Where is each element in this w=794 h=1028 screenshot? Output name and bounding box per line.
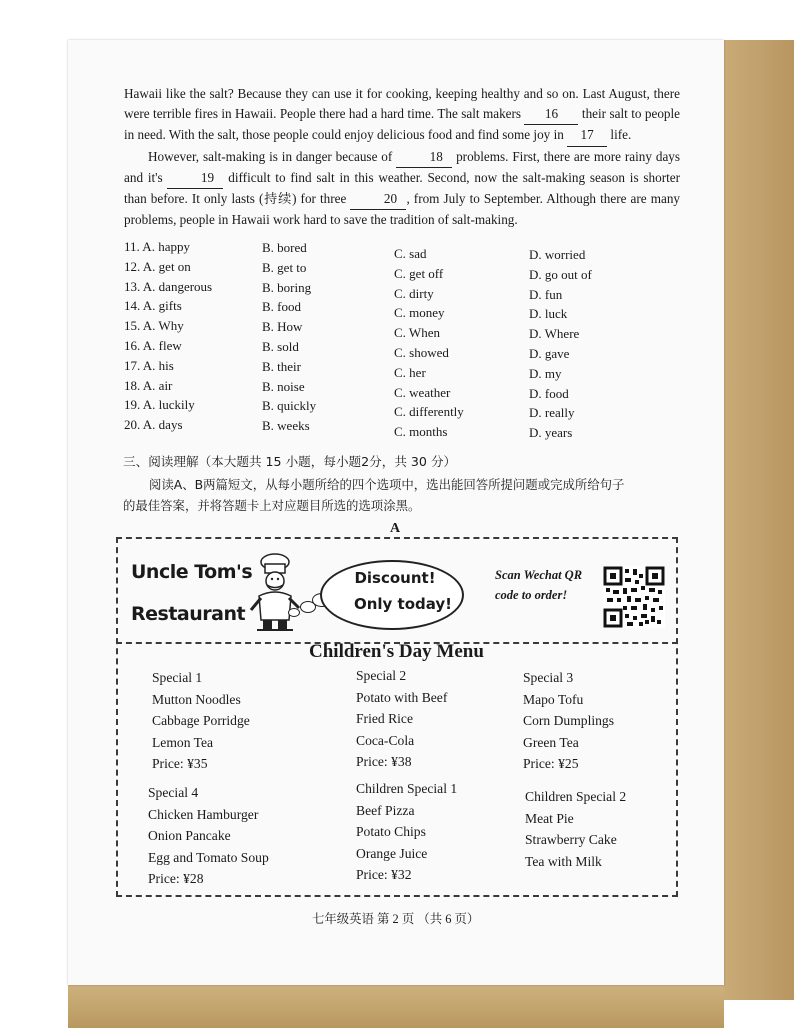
special-name: Children Special 1 (356, 781, 458, 796)
menu-item: Potato with Beef (356, 689, 448, 705)
option-20-c: C. months (394, 424, 448, 440)
special-name: Special 1 (152, 670, 203, 685)
discount-label: Discount! (354, 569, 436, 587)
option-17-a: 17. A. his (124, 357, 174, 373)
special-price: Price: ¥38 (356, 754, 412, 769)
option-18-b: B. noise (262, 378, 305, 394)
menu-item: Onion Pancake (148, 828, 231, 843)
special-price: Price: ¥25 (523, 756, 579, 771)
only-today-label: Only today! (353, 595, 453, 613)
passage-paragraph-2: However, salt-making is in danger because of 18 problems. First, there are more rainy days and it's 19 difficult to find salt in this weather. Second, now the salt-making season is shorter than before. It only lasts (持续) for three 20 , from July to September. Although there are many problems, people in Hawaii work hard to save the tradition of salt-making. (124, 148, 681, 228)
option-15-a: 15. A. Why (124, 318, 184, 334)
special-name: Special 4 (148, 785, 199, 800)
blank-17: 17 (567, 125, 607, 146)
menu-special-1 (152, 667, 250, 775)
restaurant-name-line-1: Uncle Tom's (131, 561, 253, 583)
option-13-c: C. dirty (394, 285, 434, 301)
qr-code-icon (603, 566, 665, 628)
menu-children-special-2 (525, 786, 626, 872)
special-price: Price: ¥32 (356, 867, 412, 882)
option-19-c: C. differently (394, 404, 464, 420)
option-16-d: D. gave (529, 345, 570, 361)
option-20-b: B. weeks (262, 418, 310, 434)
restaurant-name-line-2: Restaurant (131, 603, 246, 625)
passage-a-label: A (390, 521, 401, 536)
options-column-d (529, 245, 592, 443)
menu-special-4 (148, 782, 269, 890)
option-17-d: D. my (529, 365, 562, 381)
option-19-b: B. quickly (262, 398, 317, 414)
menu-item: Strawberry Cake (525, 832, 617, 847)
chef-icon (245, 552, 305, 634)
option-20-a: 20. A. days (124, 417, 183, 433)
menu-item: Potato Chips (356, 824, 426, 839)
option-18-a: 18. A. air (124, 377, 173, 393)
scan-instruction: Scan Wechat QR code to order! (495, 568, 583, 602)
speech-bubble-dot (288, 608, 300, 617)
menu-item: Lemon Tea (152, 734, 214, 750)
option-12-d: D. go out of (529, 266, 592, 282)
blank-16: 16 (524, 104, 578, 125)
menu-item: Chicken Hamburger (148, 806, 259, 822)
menu-item: Mapo Tofu (523, 691, 584, 707)
option-19-a: 19. A. luckily (124, 397, 195, 413)
option-11-a: 11. A. happy (124, 239, 190, 254)
option-14-a: 14. A. gifts (124, 298, 182, 314)
options-column-b (262, 238, 316, 436)
passage-paragraph-1: Hawaii like the salt? Because they can use it for cooking, keeping healthy and so on. Last August, there were terrible fires in Hawaii. People there had a hard time. The salt makers 16 their salt to people in need. With the salt, those people could enjoy delicious food and find some joy in 17 life. (124, 84, 680, 147)
special-name: Special 2 (356, 668, 407, 683)
option-17-b: B. their (262, 358, 301, 374)
special-name: Special 3 (523, 670, 574, 685)
table-surface-right (724, 40, 794, 1000)
menu-item: Meat Pie (525, 810, 574, 826)
section-instruction: 阅读A、B两篇短文，从每小题所给的四个选项中，选出能回答所提问题或完成所给句子 的最佳答案，并将答题卡上对应题目所选的选项涂黑。 (123, 477, 625, 513)
menu-item: Coca-Cola (356, 732, 415, 748)
option-12-a: 12. A. get on (124, 258, 191, 274)
menu-children-special-1 (356, 778, 457, 886)
option-11-d: D. worried (529, 247, 586, 262)
option-13-a: 13. A. dangerous (124, 278, 213, 294)
option-14-d: D. luck (529, 306, 568, 322)
option-16-b: B. sold (262, 338, 299, 354)
scan-margin-left (0, 0, 68, 1028)
option-15-c: C. When (394, 325, 440, 341)
option-15-b: B. How (262, 319, 303, 335)
section-heading: 三、阅读理解（本大题共 15 小题，每小题2分，共 30 分） (123, 454, 457, 469)
option-14-c: C. money (394, 305, 445, 321)
blank-19: 19 (167, 168, 223, 189)
menu-item: Beef Pizza (356, 802, 415, 818)
option-17-c: C. her (394, 364, 426, 380)
option-16-c: C. showed (394, 344, 449, 360)
cloze-passage (124, 84, 680, 230)
menu-title: Children's Day Menu (309, 641, 484, 662)
option-14-b: B. food (262, 299, 301, 315)
option-11-b: B. bored (262, 240, 307, 255)
option-12-c: C. get off (394, 265, 444, 281)
menu-item: Tea with Milk (525, 853, 602, 869)
menu-item: Corn Dumplings (523, 713, 615, 728)
option-19-d: D. really (529, 405, 575, 421)
option-18-c: C. weather (394, 384, 451, 400)
menu-item: Cabbage Porridge (152, 713, 250, 728)
blank-18: 18 (396, 147, 452, 168)
option-15-d: D. Where (529, 326, 580, 342)
option-12-b: B. get to (262, 259, 307, 275)
menu-item: Green Tea (523, 734, 579, 750)
special-price: Price: ¥28 (148, 871, 204, 886)
menu-item: Egg and Tomato Soup (148, 849, 269, 865)
special-name: Children Special 2 (525, 789, 627, 804)
option-20-d: D. years (529, 425, 573, 441)
options-column-a (124, 237, 212, 435)
menu-special-3 (523, 667, 614, 775)
table-surface-bottom (68, 985, 724, 1028)
menu-item: Orange Juice (356, 845, 428, 861)
option-13-b: B. boring (262, 279, 312, 295)
options-column-c (394, 244, 464, 442)
option-13-d: D. fun (529, 286, 563, 302)
menu-item: Fried Rice (356, 711, 414, 726)
page-footer: 七年级英语 第 2 页 （共 6 页） (312, 912, 480, 926)
option-11-c: C. sad (394, 246, 427, 261)
option-16-a: 16. A. flew (124, 337, 182, 353)
menu-item: Mutton Noodles (152, 691, 241, 707)
menu-special-2 (356, 665, 447, 773)
blank-20: 20 (350, 189, 406, 210)
special-price: Price: ¥35 (152, 756, 208, 771)
option-18-d: D. food (529, 385, 569, 401)
